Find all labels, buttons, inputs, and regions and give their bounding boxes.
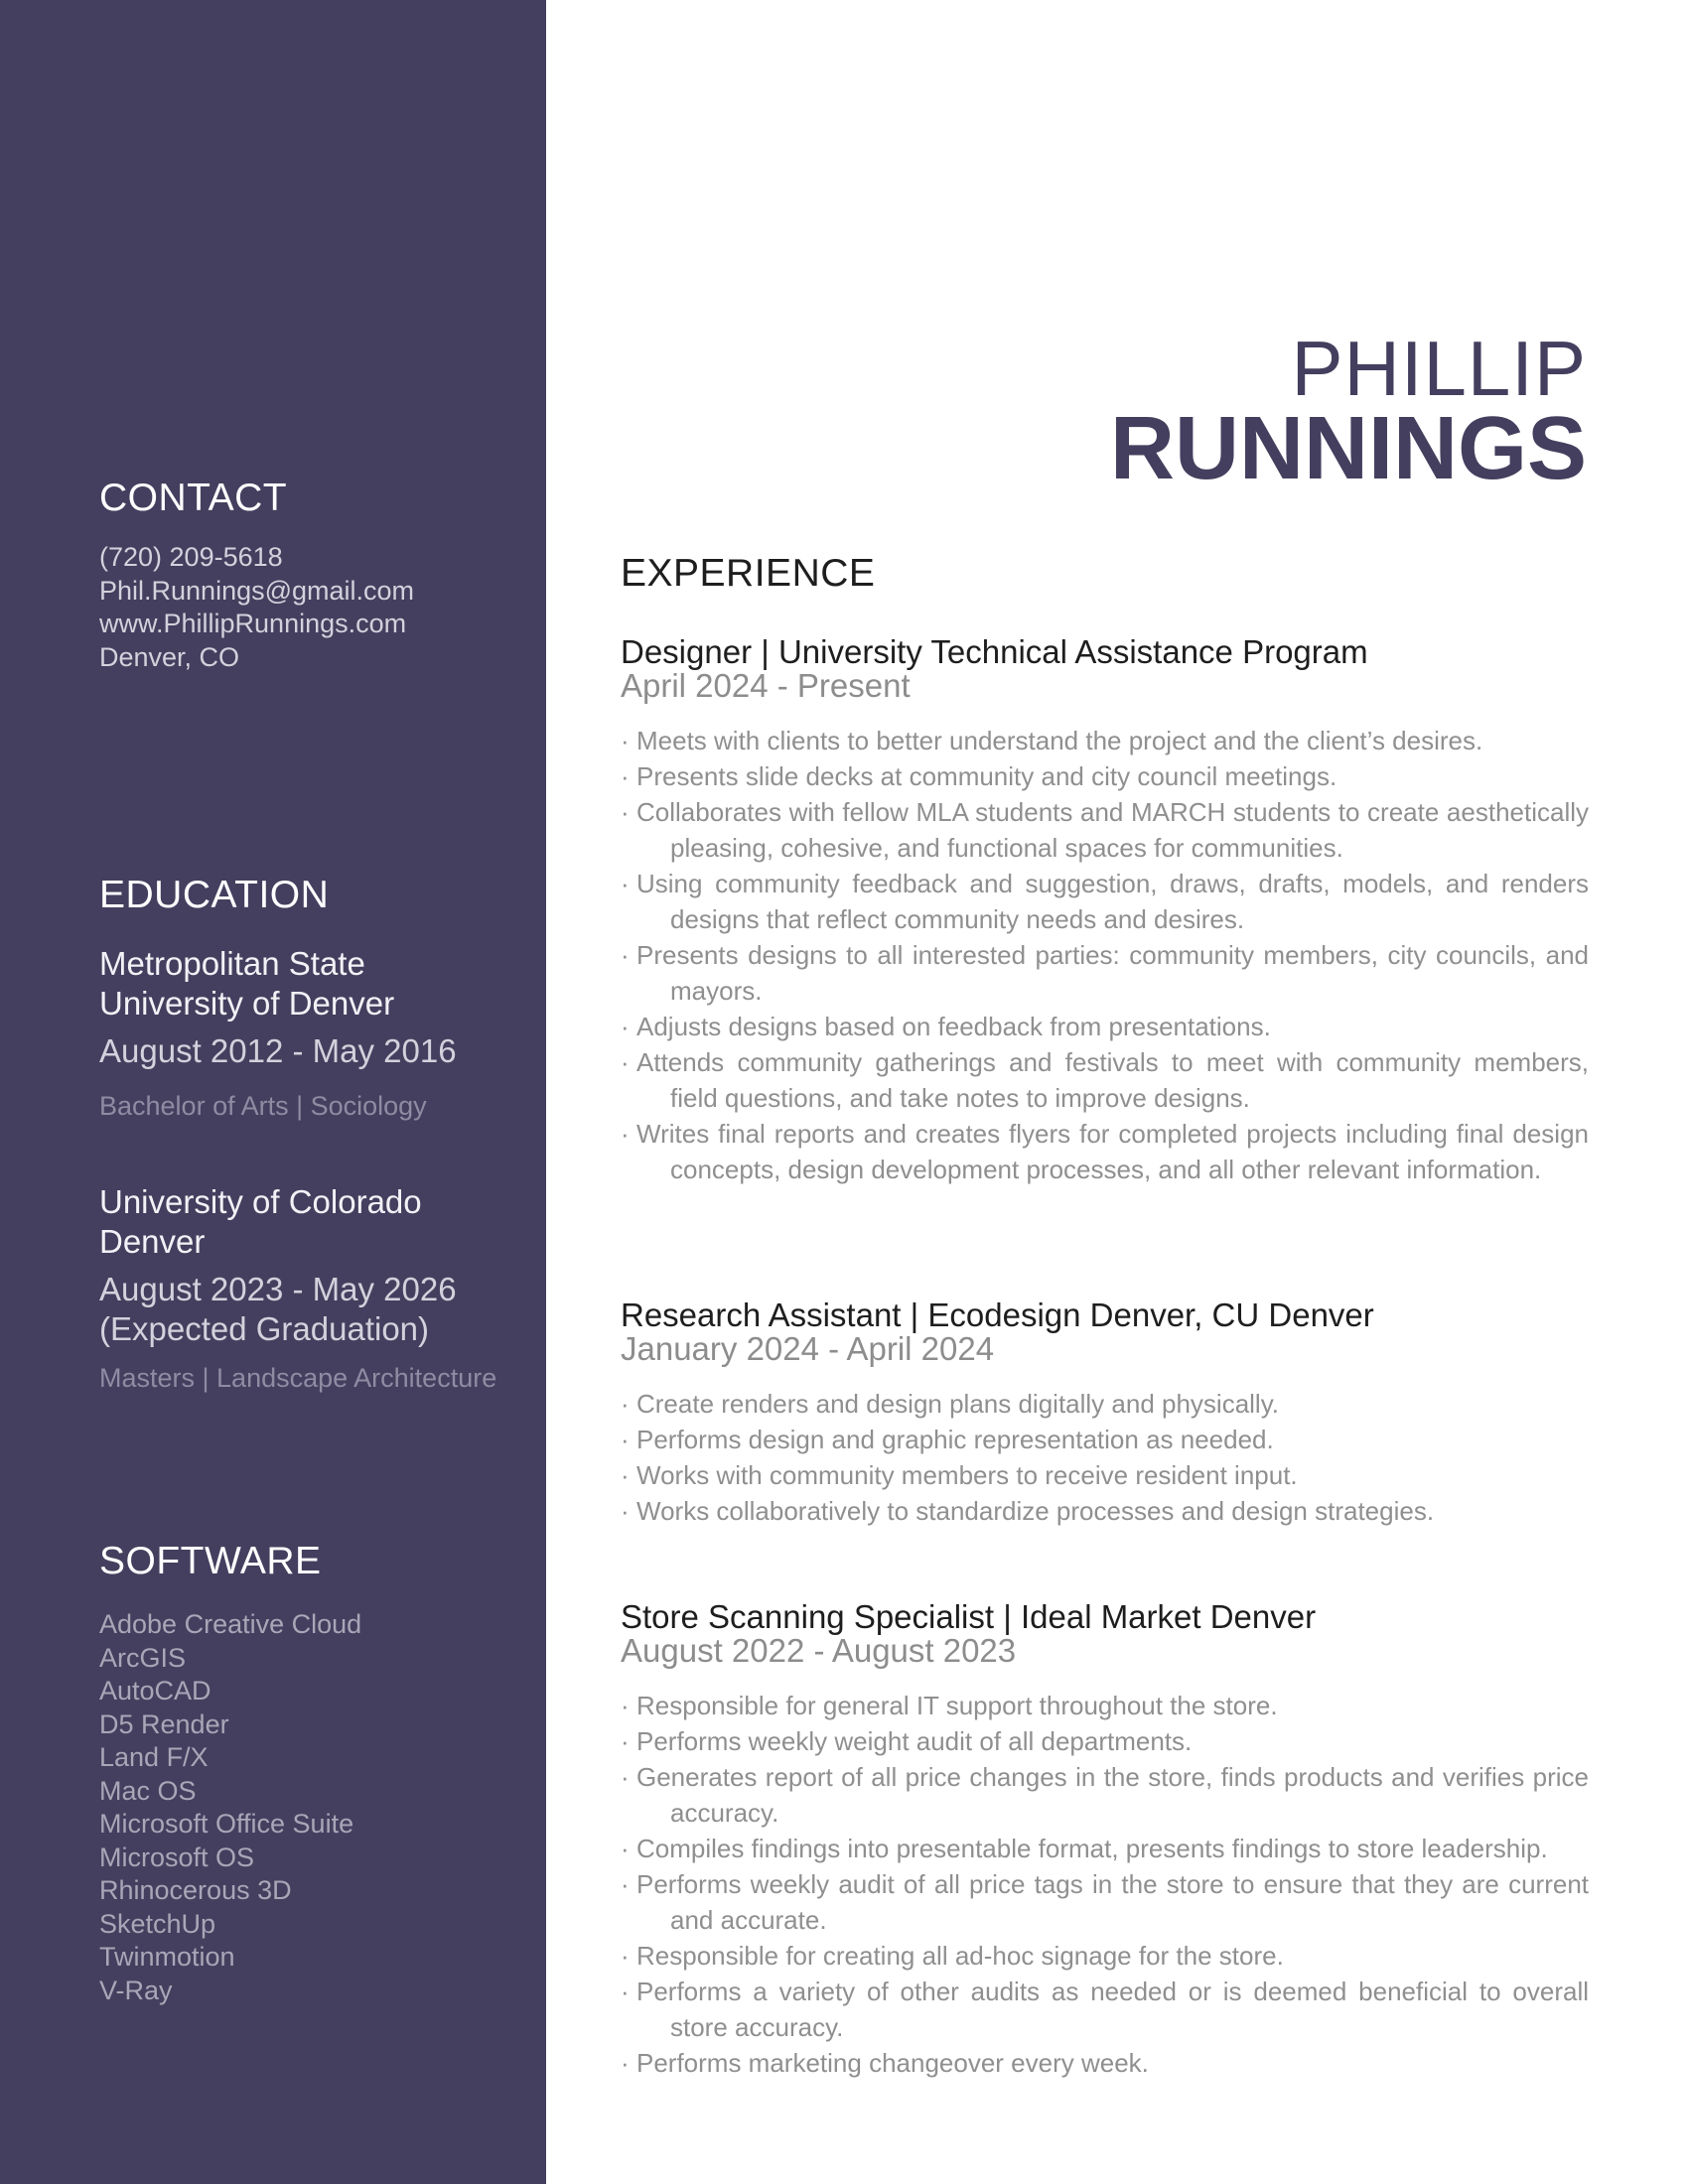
bullet-marker: · [621, 1496, 630, 1526]
last-name: RUNNINGS [1109, 399, 1587, 498]
bullet-marker: · [621, 726, 630, 755]
contact-location: Denver, CO [99, 641, 240, 672]
education-dates: August 2023 - May 2026 [99, 1271, 457, 1307]
software-item: Land F/X [99, 1742, 209, 1772]
job-bullet: · Performs design and graphic representation as needed. [621, 1422, 1589, 1457]
bullet-marker: · [621, 1012, 630, 1041]
bullet-marker: · [621, 1869, 630, 1899]
job-bullet: · Compiles findings into presentable format, presents findings to store leadership. [621, 1831, 1589, 1866]
education-school: University of Colorado [99, 1183, 422, 1220]
job-entry [621, 635, 1589, 1187]
job-bullet: · Meets with clients to better understand the project and the client’s desires. [621, 723, 1589, 758]
job-bullet: · Presents designs to all interested parties: community members, city councils, and mayors. [621, 937, 1589, 1009]
job-title: Research Assistant | Ecodesign Denver, CU Denver [621, 1297, 1374, 1333]
education-degree: Masters | Landscape Architecture [99, 1363, 497, 1393]
first-name: PHILLIP [1291, 325, 1587, 412]
software-item: Microsoft Office Suite [99, 1809, 354, 1839]
bullet-marker: · [621, 1047, 630, 1077]
education-entry [99, 1182, 526, 1395]
software-item: D5 Render [99, 1708, 229, 1739]
bullet-marker: · [621, 797, 630, 827]
job-bullet: · Performs weekly audit of all price tags in the store to ensure that they are current and accurate. [621, 1866, 1589, 1938]
job-bullet: · Performs weekly weight audit of all departments. [621, 1723, 1589, 1759]
contact-website[interactable]: www.PhillipRunnings.com [99, 609, 407, 638]
software-item: Adobe Creative Cloud [99, 1609, 362, 1639]
job-bullets [621, 1688, 1589, 2081]
software-item: ArcGIS [99, 1642, 187, 1673]
job-dates: January 2024 - April 2024 [621, 1330, 995, 1367]
job-bullet: · Collaborates with fellow MLA students and MARCH students to create aesthetically pleasing, cohesive, and functional spaces for communities. [621, 794, 1589, 866]
job-bullet: · Performs a variety of other audits as needed or is deemed beneficial to overall store accuracy. [621, 1974, 1589, 2045]
software-item: Twinmotion [99, 1942, 235, 1972]
job-bullet: · Writes final reports and creates flyers for completed projects including final design concepts, design development processes, and all other relevant information. [621, 1116, 1589, 1187]
education-school: Denver [99, 1223, 206, 1260]
job-bullet: · Attends community gatherings and festivals to meet with community members, field questions, and take notes to improve designs. [621, 1044, 1589, 1116]
job-bullets [621, 723, 1589, 1187]
education-degree: Bachelor of Arts | Sociology [99, 1091, 427, 1121]
job-bullets [621, 1386, 1589, 1529]
education-school: Metropolitan State [99, 945, 365, 982]
education-school: University of Denver [99, 985, 395, 1022]
education-dates: August 2012 - May 2016 [99, 1032, 457, 1069]
contact-list [99, 541, 516, 674]
software-item: V-Ray [99, 1975, 173, 2005]
bullet-marker: · [621, 1941, 630, 1971]
bullet-marker: · [621, 1389, 630, 1419]
job-bullet: · Responsible for general IT support throughout the store. [621, 1688, 1589, 1723]
software-list [99, 1608, 516, 2007]
job-title: Store Scanning Specialist | Ideal Market Denver [621, 1598, 1317, 1635]
bullet-marker: · [621, 1460, 630, 1490]
bullet-marker: · [621, 1726, 630, 1756]
bullet-marker: · [621, 1834, 630, 1863]
bullet-marker: · [621, 2048, 630, 2078]
contact-phone[interactable]: (720) 209-5618 [99, 542, 283, 572]
bullet-marker: · [621, 1119, 630, 1149]
job-dates: August 2022 - August 2023 [621, 1632, 1017, 1669]
job-bullet: · Performs marketing changeover every week. [621, 2045, 1589, 2081]
job-bullet: · Using community feedback and suggestion, draws, drafts, models, and renders designs that reflect community needs and desires. [621, 866, 1589, 937]
software-item: AutoCAD [99, 1676, 211, 1706]
name-block [1109, 325, 1587, 498]
job-bullet: · Works collaboratively to standardize processes and design strategies. [621, 1493, 1589, 1529]
bullet-marker: · [621, 869, 630, 898]
software-item: Microsoft OS [99, 1842, 255, 1872]
software-item: Mac OS [99, 1775, 197, 1806]
software-heading: SOFTWARE [99, 1540, 322, 1582]
bullet-marker: · [621, 940, 630, 970]
job-title: Designer | University Technical Assistance Program [621, 633, 1368, 670]
bullet-marker: · [621, 1425, 630, 1454]
education-heading: EDUCATION [99, 874, 330, 916]
job-dates: April 2024 - Present [621, 667, 911, 704]
contact-heading: CONTACT [99, 477, 288, 519]
bullet-marker: · [621, 1977, 630, 2006]
job-bullet: · Works with community members to receive resident input. [621, 1457, 1589, 1493]
job-bullet: · Generates report of all price changes in the store, finds products and verifies price accuracy. [621, 1759, 1589, 1831]
bullet-marker: · [621, 1691, 630, 1720]
bullet-marker: · [621, 761, 630, 791]
software-item: Rhinocerous 3D [99, 1875, 292, 1905]
contact-email[interactable]: Phil.Runnings@gmail.com [99, 575, 415, 606]
sidebar [0, 0, 546, 2184]
job-bullet: · Create renders and design plans digitally and physically. [621, 1386, 1589, 1422]
job-entry [621, 1298, 1589, 1529]
education-dates: (Expected Graduation) [99, 1310, 430, 1347]
education-entry [99, 944, 526, 1123]
job-entry [621, 1600, 1589, 2081]
job-bullet: · Responsible for creating all ad-hoc signage for the store. [621, 1938, 1589, 1974]
software-item: SketchUp [99, 1908, 216, 1939]
bullet-marker: · [621, 1762, 630, 1792]
experience-heading: EXPERIENCE [621, 552, 876, 595]
job-bullet: · Adjusts designs based on feedback from presentations. [621, 1009, 1589, 1044]
job-bullet: · Presents slide decks at community and city council meetings. [621, 758, 1589, 794]
